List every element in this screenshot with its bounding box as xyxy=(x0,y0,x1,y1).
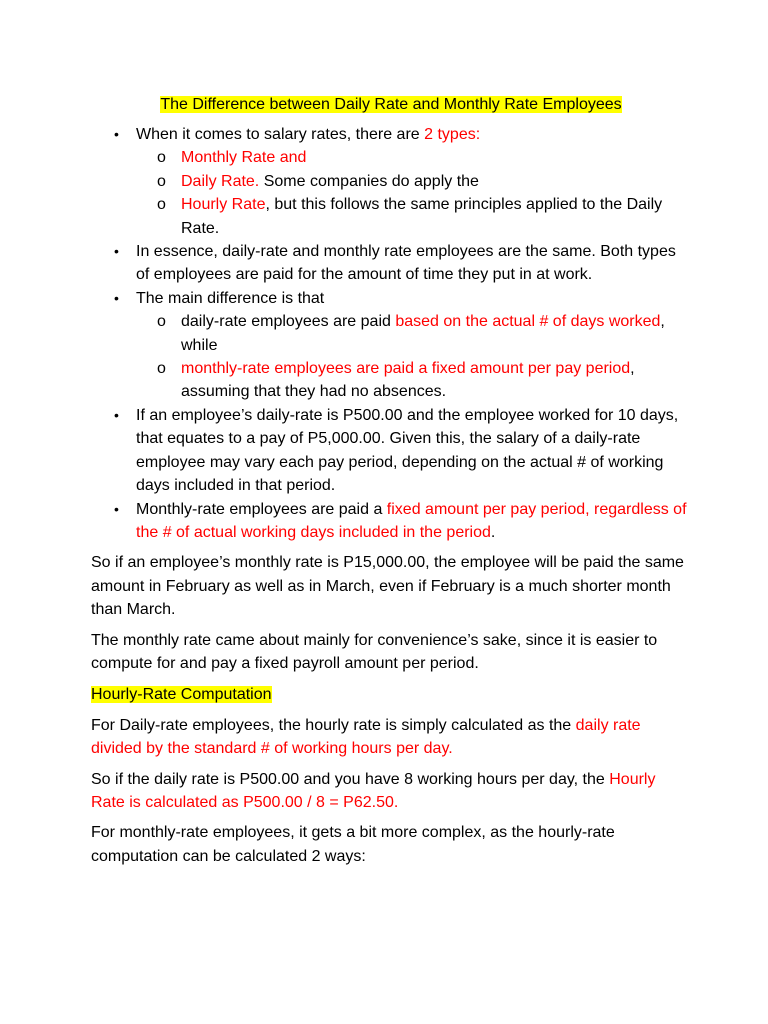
paragraph-monthly-example: So if an employee’s monthly rate is P15,000.00, the employee will be paid the same amount in February as well as in March, even if February is a much shorter month than March. xyxy=(91,554,684,619)
sub-item-text: , assuming that they had no absences. xyxy=(181,360,635,401)
emphasis-text: fixed amount per pay period, regardless of the # of actual working days included in the period xyxy=(136,500,687,541)
heading-highlight: Hourly-Rate Computation xyxy=(91,686,272,704)
list-item-text: If an employee’s daily-rate is P500.00 and the employee worked for 10 days, that equates to a pay of P5,000.00. Given this, the salary of a daily-rate employee may vary each pay period, depending on the actual # of working days included in that period. xyxy=(136,406,679,495)
emphasis-text: 2 types: xyxy=(424,126,481,143)
list-item-text: When it comes to salary rates, there are xyxy=(136,126,425,143)
bullet-icon: • xyxy=(114,243,119,260)
list-item-main-difference xyxy=(91,287,691,404)
sub-item-text: Some companies do apply the xyxy=(259,172,479,190)
paragraph-hourly-example xyxy=(91,768,691,815)
document-title xyxy=(91,94,691,116)
bullet-icon: • xyxy=(114,289,119,306)
sub-bullet-list xyxy=(136,310,691,404)
sub-bullet-icon: o xyxy=(157,360,166,378)
emphasis-text: based on the actual # of days worked xyxy=(395,313,661,331)
sub-item-monthly-rate xyxy=(136,146,691,169)
sub-bullet-icon: o xyxy=(157,172,166,190)
sub-item-text: , while xyxy=(181,313,665,354)
sub-item-daily-rate-employees xyxy=(136,310,691,357)
emphasis-text: daily rate divided by the standard # of working hours per day. xyxy=(91,716,641,758)
bullet-icon: • xyxy=(114,500,119,517)
list-item-text: In essence, daily-rate and monthly rate employees are the same. Both types of employees are paid for the amount of time they put in at work. xyxy=(136,243,676,284)
main-bullet-list xyxy=(91,123,691,544)
paragraph-monthly-hourly: For monthly-rate employees, it gets a bit more complex, as the hourly-rate computation can be calculated 2 ways: xyxy=(91,824,615,865)
sub-bullet-icon: o xyxy=(157,196,166,214)
paragraph-daily-hourly xyxy=(91,714,691,761)
sub-bullet-icon: o xyxy=(157,149,166,167)
emphasis-text: Monthly Rate and xyxy=(181,149,307,167)
sub-bullet-list xyxy=(136,146,691,240)
bullet-icon: • xyxy=(114,126,119,142)
list-item-monthly-rate-fixed xyxy=(91,498,691,545)
paragraph-text: For Daily-rate employees, the hourly rate is simply calculated as the xyxy=(91,716,576,734)
emphasis-text: Hourly Rate xyxy=(181,196,266,214)
sub-item-daily-rate xyxy=(136,170,691,193)
paragraph-convenience: The monthly rate came about mainly for convenience’s sake, since it is easier to compute for and pay a fixed payroll amount per period. xyxy=(91,631,658,672)
list-item-text: The main difference is that xyxy=(136,289,325,307)
emphasis-text: Hourly Rate is calculated as P500.00 / 8 = P62.50. xyxy=(91,770,656,811)
sub-item-text: daily-rate employees are paid xyxy=(181,313,396,331)
title-highlight: The Difference between Daily Rate and Monthly Rate Employees xyxy=(160,96,622,113)
bullet-icon: • xyxy=(114,406,119,423)
list-item-text: . xyxy=(490,523,496,541)
document-page xyxy=(91,94,691,868)
list-item-salary-types xyxy=(91,123,691,240)
emphasis-text: monthly-rate employees are paid a fixed amount per pay period xyxy=(181,360,631,378)
sub-bullet-icon: o xyxy=(157,313,166,331)
sub-item-text: , but this follows the same principles applied to the Daily Rate. xyxy=(181,196,663,237)
emphasis-text: Daily Rate. xyxy=(181,172,260,190)
sub-item-hourly-rate xyxy=(136,193,691,240)
list-item-daily-rate-example xyxy=(91,404,691,498)
sub-item-monthly-rate-employees xyxy=(136,357,691,404)
list-item-essence xyxy=(91,240,691,287)
section-heading xyxy=(91,683,691,706)
list-item-text: Monthly-rate employees are paid a xyxy=(136,500,387,518)
paragraph-text: So if the daily rate is P500.00 and you have 8 working hours per day, the xyxy=(91,770,610,788)
